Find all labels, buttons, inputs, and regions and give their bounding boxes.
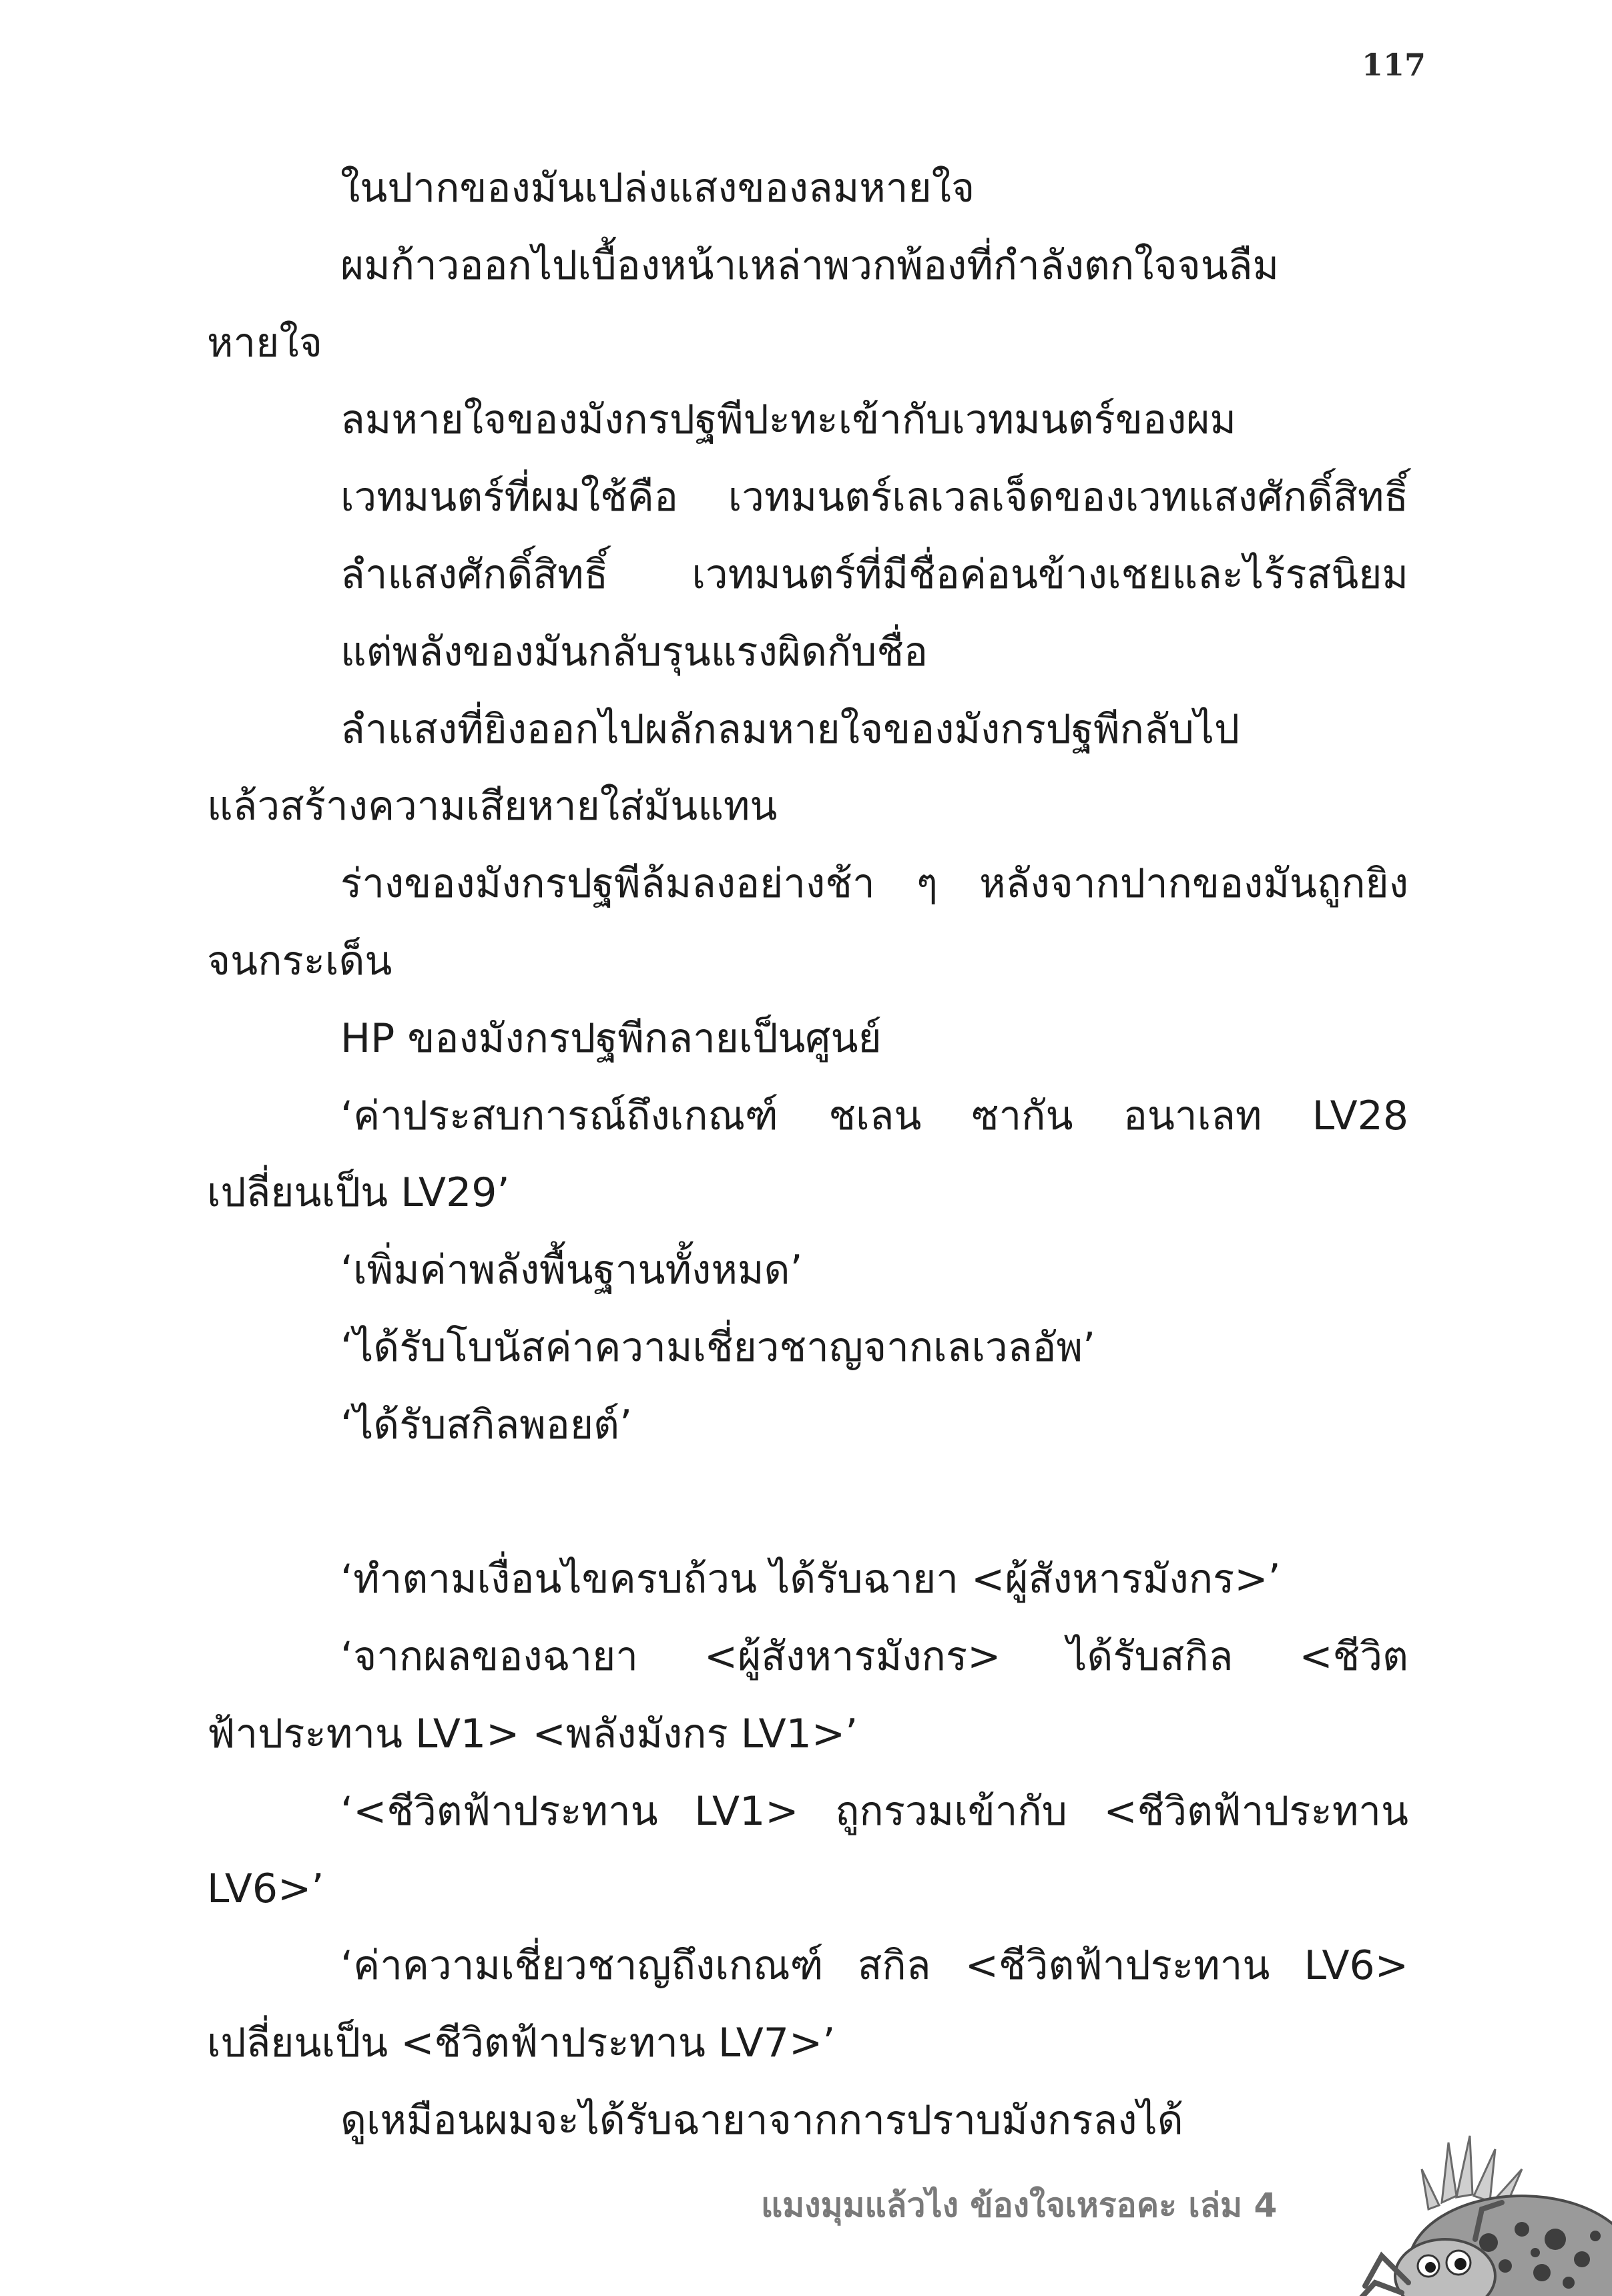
text-line: ‘จากผลของฉายา <ผู้สังหารมังกร> ได้รับสกิล <ชีวิต — [340, 1633, 1408, 1681]
text-line: ‘ได้รับสกิลพอยต์’ — [340, 1401, 633, 1448]
text-line: ‘ค่าประสบการณ์ถึงเกณฑ์ ชเลน ซากัน อนาเลท LV28 — [340, 1092, 1408, 1139]
text-line: แต่พลังของมันกลับรุนแรงผิดกับชื่อ — [340, 628, 928, 675]
text-line: ดูเหมือนผมจะได้รับฉายาจากการปราบมังกรลงได้ — [340, 2096, 1183, 2144]
text-line: ในปากของมันเปล่งแสงของลมหายใจ — [340, 165, 975, 212]
text-line: LV6>’ — [207, 1865, 324, 1912]
text-line: เปลี่ยนเป็น LV29’ — [207, 1169, 510, 1217]
text-line: ‘ทำตามเงื่อนไขครบถ้วน ได้รับฉายา <ผู้สังหารมังกร>’ — [340, 1556, 1281, 1603]
text-line: ลมหายใจของมังกรปฐพีปะทะเข้ากับเวทมนตร์ของผม — [340, 396, 1236, 444]
text-line: หายใจ — [207, 319, 322, 366]
blank-line — [207, 1464, 1408, 1542]
page-number: 117 — [1362, 47, 1426, 83]
text-line: ‘<ชีวิตฟ้าประทาน LV1> ถูกรวมเข้ากับ <ชีวิตฟ้าประทาน — [340, 1787, 1408, 1835]
text-line: จนกระเด็น — [207, 937, 392, 984]
text-line: ผมก้าวออกไปเบื้องหน้าเหล่าพวกพ้องที่กำลังตกใจจนลืม — [340, 242, 1280, 289]
text-line: ‘เพิ่มค่าพลังพื้นฐานทั้งหมด’ — [340, 1247, 803, 1294]
text-line: เวทมนตร์ที่ผมใช้คือ เวทมนตร์เลเวลเจ็ดของเวทแสงศักดิ์สิทธิ์ — [340, 474, 1408, 521]
text-line: ฟ้าประทาน LV1> <พลังมังกร LV1>’ — [207, 1710, 858, 1757]
text-line: เปลี่ยนเป็น <ชีวิตฟ้าประทาน LV7>’ — [207, 2020, 836, 2067]
text-line: แล้วสร้างความเสียหายใส่มันแทน — [207, 783, 778, 830]
body-text — [207, 150, 1408, 2160]
text-line: ‘ค่าความเชี่ยวชาญถึงเกณฑ์ สกิล <ชีวิตฟ้าประทาน LV6> — [340, 1942, 1408, 1990]
text-line: ลำแสงที่ยิงออกไปผลักลมหายใจของมังกรปฐพีกลับไป — [340, 705, 1240, 753]
text-line: HP ของมังกรปฐพีกลายเป็นศูนย์ — [340, 1015, 882, 1062]
spider-mascot-illustration — [1302, 2122, 1612, 2296]
text-line: ‘ได้รับโบนัสค่าความเชี่ยวชาญจากเลเวลอัพ’ — [340, 1324, 1096, 1371]
footer-book-title: แมงมุมแล้วไง ข้องใจเหรอคะ เล่ม 4 — [761, 2186, 1278, 2225]
text-line: ลำแสงศักดิ์สิทธิ์ เวทมนตร์ที่มีชื่อค่อนข้างเชยและไร้รสนิยม — [340, 551, 1408, 598]
text-line: ร่างของมังกรปฐพีล้มลงอย่างช้า ๆ หลังจากปากของมันถูกยิง — [340, 860, 1408, 908]
